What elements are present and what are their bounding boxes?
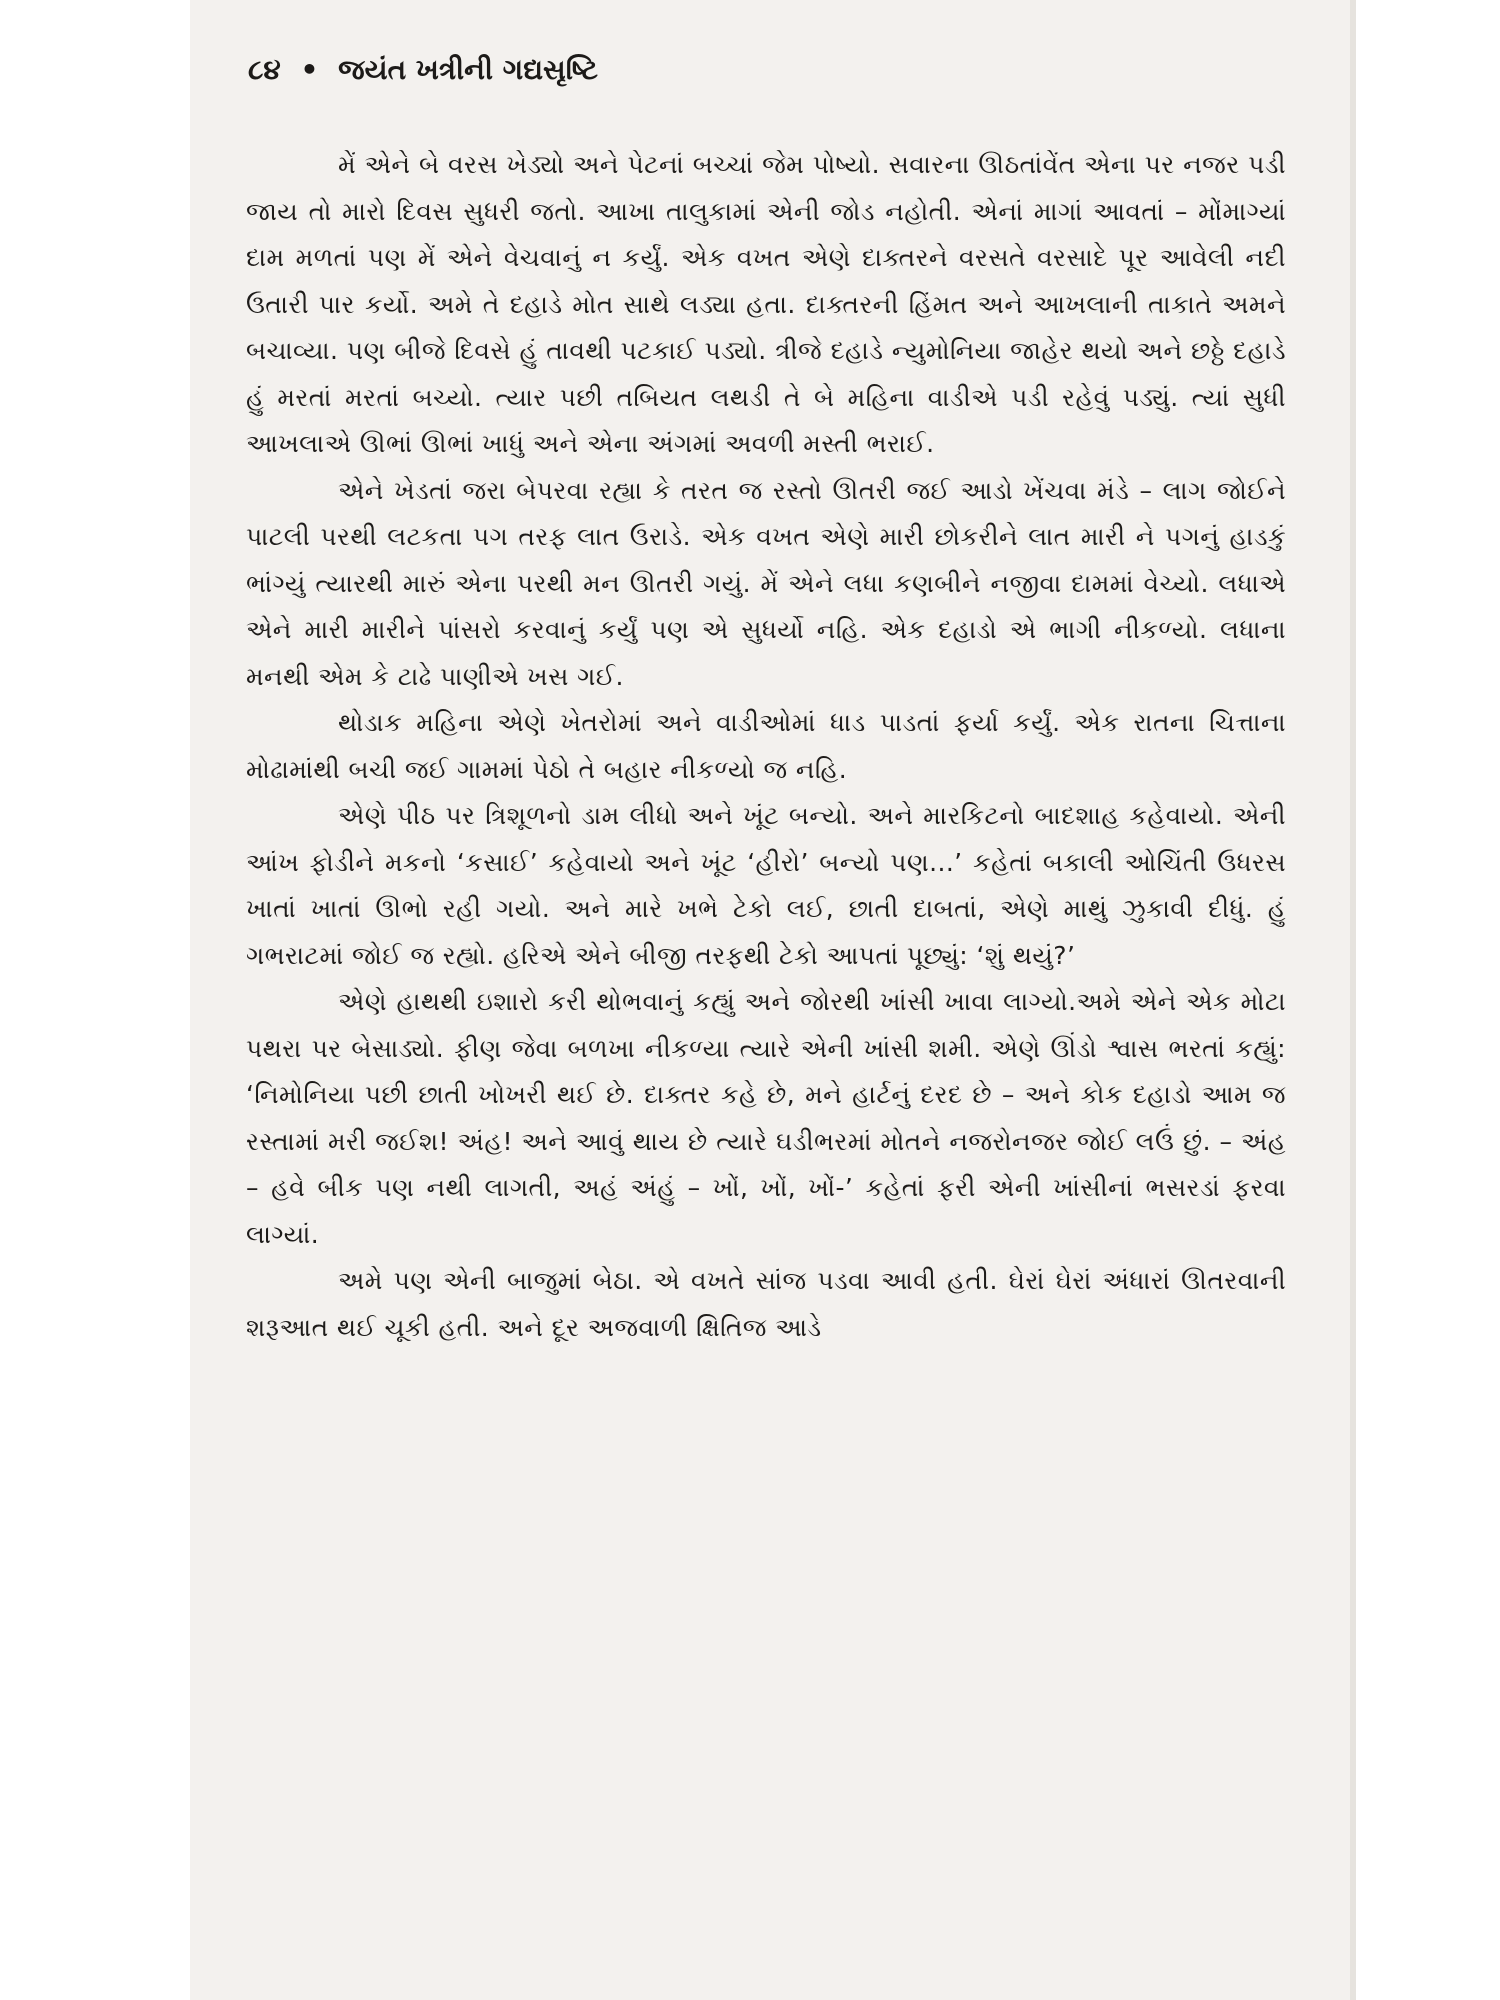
paragraph: એણે પીઠ પર ત્રિશૂળનો ડામ લીધો અને ખૂંટ બન્યો. અને મારકિટનો બાદશાહ કહેવાયો. એની આંખ ફોડીને મકનો ‘કસાઈ’ કહેવાયો અને ખૂંટ ‘હીરો’ બન્યો પણ...’ કહેતાં બકાલી ઓચિંતી ઉધરસ ખાતાં ખાતાં ઊભો રહી ગયો. અને મારે ખભે ટેકો લઈ, છાતી દાબતાં, એણે માથું ઝુકાવી દીધું. હું ગભરાટમાં જોઈ જ રહ્યો. હરિએ એને બીજી તરફથી ટેકો આપતાં પૂછ્યું: ‘શું થયું?’ (246, 801, 1286, 970)
book-page (190, 0, 1350, 2000)
paragraph: અમે પણ એની બાજુમાં બેઠા. એ વખતે સાંજ પડવા આવી હતી. ઘેરાં ઘેરાં અંધારાં ઊતરવાની શરૂઆત થઈ ચૂકી હતી. અને દૂર અજવાળી ક્ષિતિજ આડે (246, 1266, 1286, 1342)
running-header (248, 50, 598, 90)
page-edge-shadow (1350, 0, 1356, 2000)
paragraph: થોડાક મહિના એણે ખેતરોમાં અને વાડીઓમાં ધાડ પાડતાં ફર્યા કર્યું. એક રાતના ચિત્તાના મોઢામાંથી બચી જઈ ગામમાં પેઠો તે બહાર નીકળ્યો જ નહિ. (246, 708, 1286, 784)
paragraph: એણે હાથથી ઇશારો કરી થોભવાનું કહ્યું અને જોરથી ખાંસી ખાવા લાગ્યો.અમે એને એક મોટા પથરા પર બેસાડ્યો. ફીણ જેવા બળખા નીકળ્યા ત્યારે એની ખાંસી શમી. એણે ઊંડો શ્વાસ ભરતાં કહ્યું: ‘નિમોનિયા પછી છાતી ખોખરી થઈ છે. દાક્તર કહે છે, મને હાર્ટનું દરદ છે – અને કોક દહાડો આમ જ રસ્તામાં મરી જઈશ! અંહ! અને આવું થાય છે ત્યારે ઘડીભરમાં મોતને નજરોનજર જોઈ લઉં છું. – અંહ – હવે બીક પણ નથી લાગતી, અહં અંહું – ખોં, ખોં, ખોં-’ કહેતાં ફરી એની ખાંસીનાં ભસરડાં ફરવા લાગ્યાં. (246, 987, 1286, 1249)
body-text (246, 142, 1286, 1351)
paragraph: એને ખેડતાં જરા બેપરવા રહ્યા કે તરત જ રસ્તો ઊતરી જઈ આડો ખેંચવા મંડે – લાગ જોઈને પાટલી પરથી લટકતા પગ તરફ લાત ઉરાડે. એક વખત એણે મારી છોકરીને લાત મારી ને પગનું હાડકું ભાંગ્યું ત્યારથી મારું એના પરથી મન ઊતરી ગયું. મેં એને લધા કણબીને નજીવા દામમાં વેચ્યો. લધાએ એને મારી મારીને પાંસરો કરવાનું કર્યું પણ એ સુધર્યો નહિ. એક દહાડો એ ભાગી નીકળ્યો. લધાના મનથી એમ કે ટાઢે પાણીએ ખસ ગઈ. (246, 475, 1286, 691)
running-title: જયંત ખત્રીની ગદ્યસૃષ્ટિ (338, 53, 598, 86)
header-separator: • (300, 53, 319, 86)
page-number: ૮૪ (248, 53, 281, 86)
paragraph: મેં એને બે વરસ ખેડ્યો અને પેટનાં બચ્ચાં જેમ પોષ્યો. સવારના ઊઠતાંવેંત એના પર નજર પડી જાય તો મારો દિવસ સુધરી જતો. આખા તાલુકામાં એની જોડ નહોતી. એનાં માગાં આવતાં – મોંમાગ્યાં દામ મળતાં પણ મેં એને વેચવાનું ન કર્યું. એક વખત એણે દાક્તરને વરસતે વરસાદે પૂર આવેલી નદી ઉતારી પાર કર્યો. અમે તે દહાડે મોત સાથે લડ્યા હતા. દાક્તરની હિંમત અને આખલાની તાકાતે અમને બચાવ્યા. પણ બીજે દિવસે હું તાવથી પટકાઈ પડ્યો. ત્રીજે દહાડે ન્યુમોનિયા જાહેર થયો અને છઠ્ઠે દહાડે હું મરતાં મરતાં બચ્યો. ત્યાર પછી તબિયત લથડી તે બે મહિના વાડીએ પડી રહેવું પડ્યું. ત્યાં સુધી આખલાએ ઊભાં ઊભાં ખાધું અને એના અંગમાં અવળી મસ્તી ભરાઈ. (246, 150, 1286, 458)
